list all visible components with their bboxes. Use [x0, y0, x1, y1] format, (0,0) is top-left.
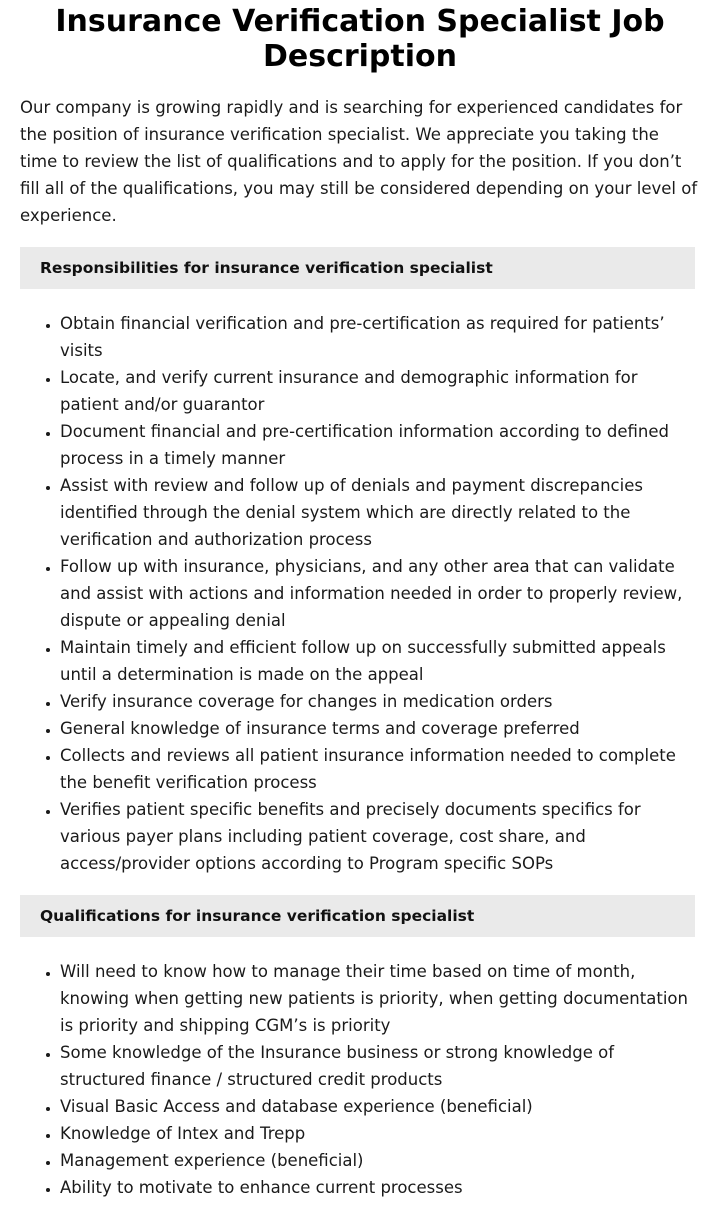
- list-item: • Maintain timely and efficient follow up on successfully submitted appeals until a determination is made on the appeal: [60, 634, 695, 688]
- list-item: • Knowledge of Intex and Trepp: [60, 1120, 695, 1147]
- list-item: • Ability to motivate to enhance current processes: [60, 1174, 695, 1201]
- list-item: • Collects and reviews all patient insurance information needed to complete the benefit verification process: [60, 742, 695, 796]
- qualifications-heading: Qualifications for insurance verification specialist: [20, 895, 695, 937]
- list-item: • Assist with review and follow up of denials and payment discrepancies identified through the denial system which are directly related to the verification and authorization process: [60, 472, 695, 553]
- list-item: • Follow up with insurance, physicians, and any other area that can validate and assist with actions and information needed in order to properly review, dispute or appealing denial: [60, 553, 695, 634]
- list-item: • Verifies patient specific benefits and precisely documents specifics for various payer plans including patient coverage, cost share, and access/provider options according to Program specific SOPs: [60, 796, 695, 877]
- list-item: • Document financial and pre-certification information according to defined process in a timely manner: [60, 418, 695, 472]
- list-item: • Verify insurance coverage for changes in medication orders: [60, 688, 695, 715]
- intro-paragraph: Our company is growing rapidly and is searching for experienced candidates for the position of insurance verification specialist. We appreciate you taking the time to review the list of qualifications and to apply for the position. If you don’t fill all of the qualifications, you may still be considered depending on your level of experience.: [20, 98, 698, 225]
- list-item: • Visual Basic Access and database experience (beneficial): [60, 1093, 695, 1120]
- list-item: • Locate, and verify current insurance and demographic information for patient and/or guarantor: [60, 364, 695, 418]
- list-item: • Some knowledge of the Insurance business or strong knowledge of structured finance / structured credit products: [60, 1039, 695, 1093]
- list-item: • Will need to know how to manage their time based on time of month, knowing when getting new patients is priority, when getting documentation is priority and shipping CGM’s is priority: [60, 958, 695, 1039]
- qualifications-list: [20, 958, 695, 1201]
- list-item: • General knowledge of insurance terms and coverage preferred: [60, 715, 695, 742]
- responsibilities-heading: Responsibilities for insurance verification specialist: [20, 247, 695, 289]
- responsibilities-list: [20, 310, 695, 877]
- page-title: Insurance Verification Specialist Job Description: [55, 4, 665, 74]
- list-item: • Obtain financial verification and pre-certification as required for patients’ visits: [60, 310, 695, 364]
- list-item: • Management experience (beneficial): [60, 1147, 695, 1174]
